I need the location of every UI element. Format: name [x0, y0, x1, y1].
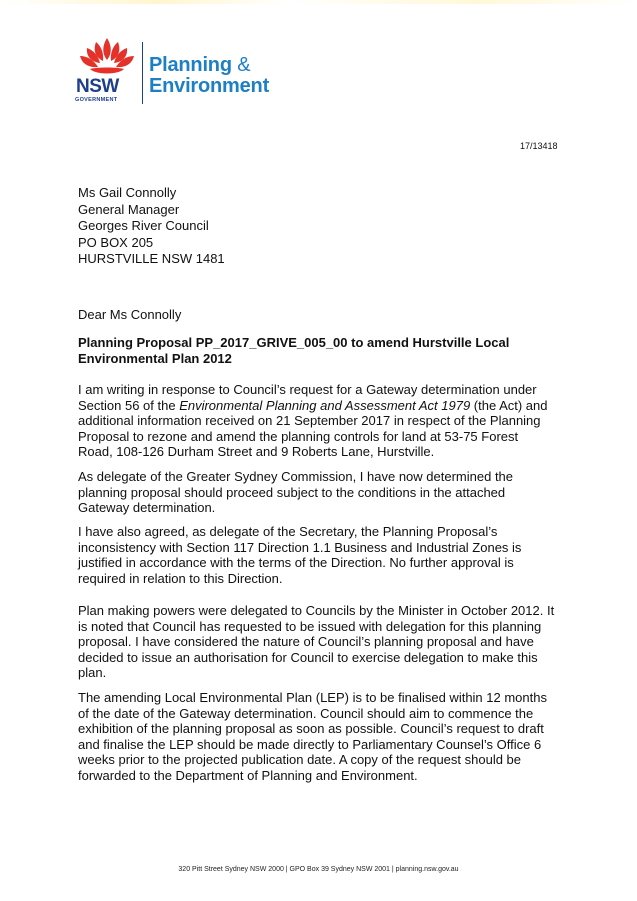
recipient-name: Ms Gail Connolly [78, 185, 177, 200]
salutation: Dear Ms Connolly [78, 307, 182, 322]
recipient-suburb: HURSTVILLE NSW 1481 [78, 251, 225, 266]
waratah-icon [76, 36, 138, 80]
paragraph-1-part-b: (the Act) and additional information received on 21 September 2017 in respect of the Planning Proposal to rezone and amend the planning controls for land at 53-75 Forest Road, 108-126 Durham Street and 9 Roberts Lane, Hurstville. [78, 397, 548, 459]
paragraph-5: The amending Local Environmental Plan (LEP) is to be finalised within 12 months of the date of the Gateway determination. Council should aim to commence the exhibition of the planning proposal as soon as possible. Council’s request to draft and finalise the LEP should be made directly to Parliamentary Counsel’s Office 6 weeks prior to the projected publication date. A copy of the request should be forwarded to the Department of Planning and Environment. [78, 690, 547, 783]
paragraph-1 [78, 382, 556, 460]
ministry-name [149, 55, 269, 97]
logo-divider [142, 42, 143, 104]
scan-top-band [0, 0, 637, 4]
ministry-planning: Planning [149, 54, 232, 76]
paragraph-1-part-a: I am writing in response to Council’s request for a Gateway determination under Section 56 of the [78, 382, 537, 413]
reference-number: 17/13418 [520, 141, 558, 151]
paragraph-2: As delegate of the Greater Sydney Commission, I have now determined the planning proposal should proceed subject to the conditions in the attached Gateway determination. [78, 469, 514, 515]
government-label: GOVERNMENT [75, 97, 118, 103]
page-footer: 320 Pitt Street Sydney NSW 2000 | GPO Box 39 Sydney NSW 2001 | planning.nsw.gov.au [178, 866, 459, 873]
paragraph-3: I have also agreed, as delegate of the Secretary, the Planning Proposal’s inconsistency with Section 117 Direction 1.1 Business and Industrial Zones is justified in accordance with the terms of the Direction. No further approval is required in relation to this Direction. [78, 524, 522, 586]
nsw-planning-environment-logo [74, 36, 284, 106]
paragraph-4: Plan making powers were delegated to Councils by the Minister in October 2012. It is noted that Council has requested to be issued with delegation for this planning proposal. I have considered the nature of Council’s planning proposal and have decided to issue an authorisation for Council to exercise delegation to make this plan. [78, 603, 555, 680]
recipient-address [78, 185, 225, 268]
recipient-po-box: PO BOX 205 [78, 234, 154, 250]
act-title: Environmental Planning and Assessment Act 1979 [179, 397, 471, 413]
ministry-ampersand: & [237, 54, 251, 76]
recipient-title: General Manager [78, 201, 180, 217]
recipient-organisation: Georges River Council [78, 218, 209, 233]
ministry-environment: Environment [149, 75, 270, 97]
nsw-wordmark: NSW [76, 76, 119, 97]
subject-line: Planning Proposal PP_2017_GRIVE_005_00 to amend Hurstville Local Environmental Plan 2012 [78, 335, 510, 366]
